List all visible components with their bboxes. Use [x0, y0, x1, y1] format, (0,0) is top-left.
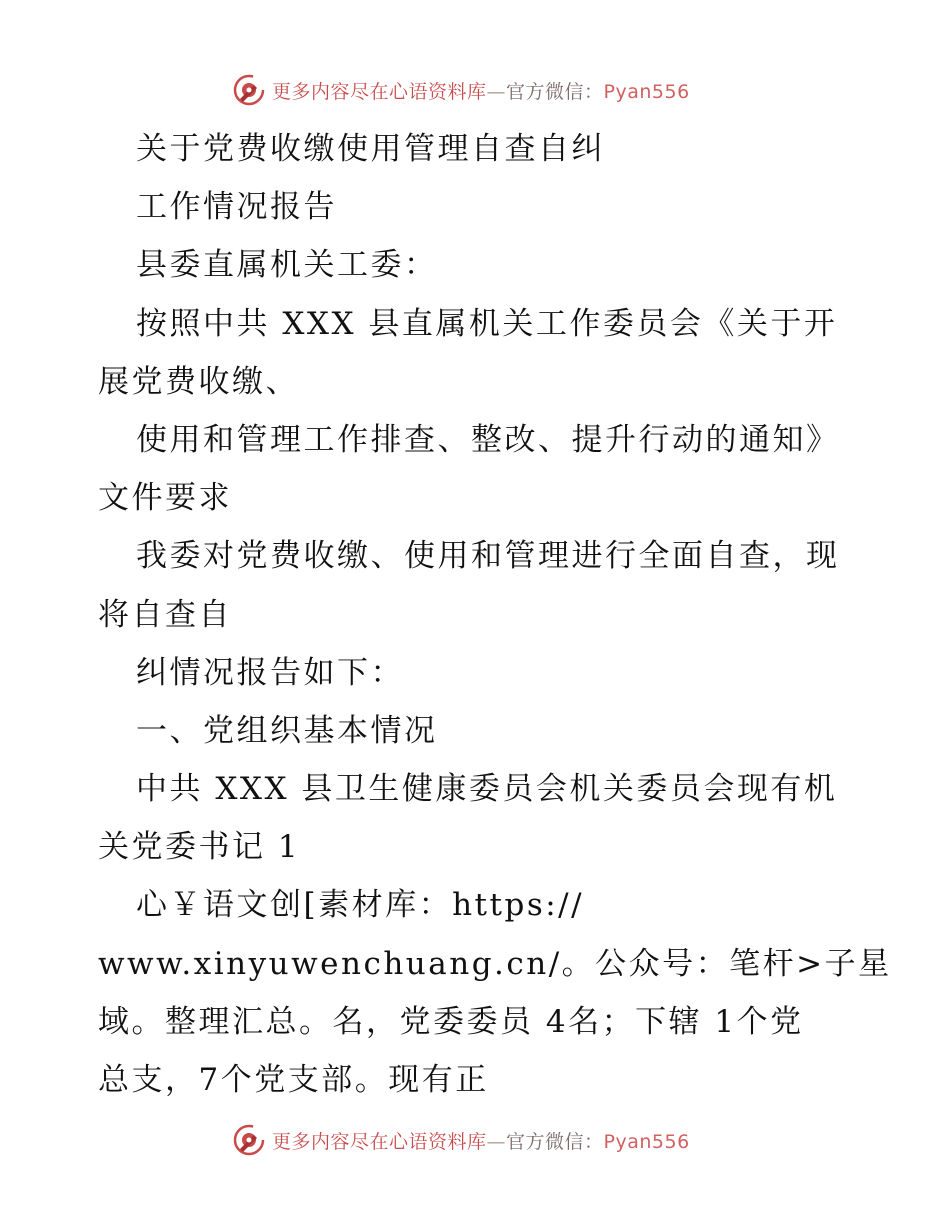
pen-circle-logo-icon — [232, 1123, 266, 1157]
document-line: 关党委书记 1 — [98, 829, 301, 866]
watermark-wechat-id: Pyan556 — [603, 1130, 690, 1153]
watermark-dash: — — [486, 80, 507, 103]
document-line: 展党费收缴、 — [98, 363, 299, 400]
watermark-brand: 更多内容尽在心语资料库 — [272, 1130, 487, 1153]
watermark-dash: — — [486, 1130, 507, 1153]
document-line: 心￥语文创[素材库：https:// — [136, 887, 585, 924]
document-body — [98, 120, 892, 1109]
footer-watermark — [232, 1122, 690, 1158]
watermark-wechat-id: Pyan556 — [603, 80, 690, 103]
document-line: 总支，7个党支部。现有正 — [98, 1062, 489, 1098]
document-line: 将自查自 — [98, 596, 232, 633]
document-line: 关于党费收缴使用管理自查自纠 — [136, 131, 605, 167]
document-line: 文件要求 — [98, 480, 232, 517]
document-line: 工作情况报告 — [136, 189, 337, 226]
document-line: 我委对党费收缴、使用和管理进行全面自查，现 — [136, 538, 840, 575]
watermark-wechat-label: 官方微信： — [506, 1130, 604, 1153]
header-watermark — [232, 72, 690, 108]
document-line: 县委直属机关工委： — [136, 247, 438, 284]
document-line: 中共 XXX 县卫生健康委员会机关委员会现有机 — [136, 771, 838, 808]
document-line: 使用和管理工作排查、整改、提升行动的通知》 — [136, 421, 840, 458]
document-line: www.xinyuwenchuang.cn/。公众号：笔杆>子星 — [98, 945, 892, 982]
watermark-wechat-label: 官方微信： — [506, 80, 604, 103]
document-line: 一、党组织基本情况 — [136, 712, 438, 749]
watermark-brand: 更多内容尽在心语资料库 — [272, 80, 487, 103]
document-line: 按照中共 XXX 县直属机关工作委员会《关于开 — [136, 305, 838, 342]
pen-circle-logo-icon — [232, 73, 266, 107]
document-line: 纠情况报告如下： — [136, 654, 404, 691]
document-line: 域。整理汇总。名，党委委员 4名；下辖 1个党 — [98, 1003, 804, 1040]
